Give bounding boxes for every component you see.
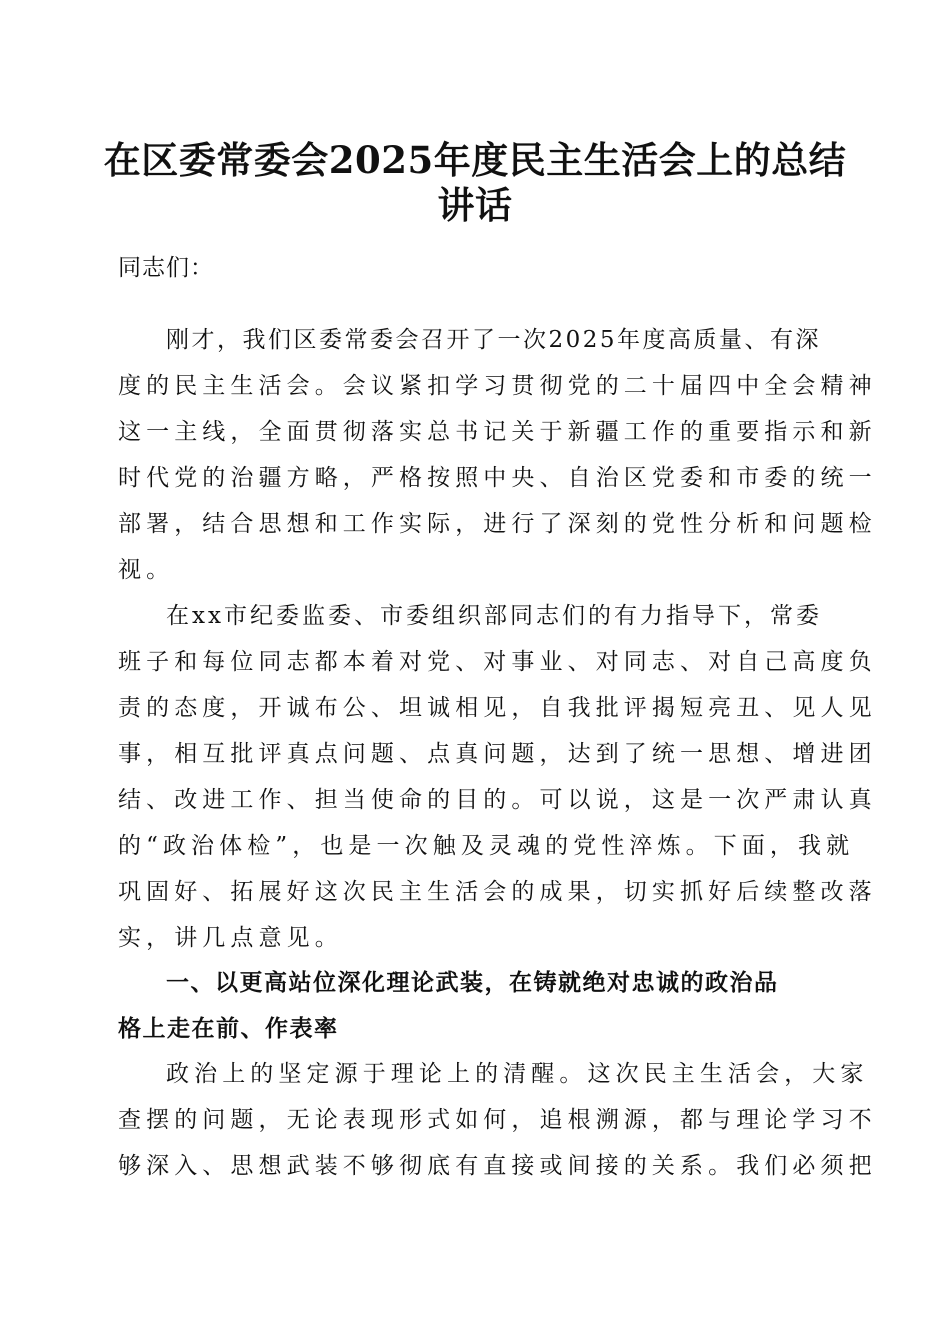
text-line: 刚才，我们区委常委会召开了一次2025年度高质量、有深 [166, 327, 822, 353]
text-line: 够深入、思想武装不够彻底有直接或间接的关系。我们必须把 [118, 1153, 877, 1179]
salutation: 同志们： [118, 255, 214, 281]
text-line: 度的民主生活会。会议紧扣学习贯彻党的二十届四中全会精神 [118, 373, 877, 399]
text-line: 在xx市纪委监委、市委组织部同志们的有力指导下，常委 [166, 603, 822, 629]
section-heading-line-2: 格上走在前、作表率 [118, 1016, 339, 1042]
text-line: 这一主线，全面贯彻落实总书记关于新疆工作的重要指示和新 [118, 419, 877, 445]
text-line: 视。 [118, 557, 175, 583]
text-line: 的“政治体检”，也是一次触及灵魂的党性淬炼。下面，我就 [118, 833, 855, 859]
text-line: 班子和每位同志都本着对党、对事业、对同志、对自己高度负 [118, 649, 877, 675]
text-line: 查摆的问题，无论表现形式如何，追根溯源，都与理论学习不 [118, 1107, 877, 1133]
text-line: 实，讲几点意见。 [118, 925, 343, 951]
section-heading-line-1: 一、以更高站位深化理论武装，在铸就绝对忠诚的政治品 [166, 970, 779, 996]
text-line: 事，相互批评真点问题、点真问题，达到了统一思想、增进团 [118, 741, 877, 767]
text-line: 巩固好、拓展好这次民主生活会的成果，切实抓好后续整改落 [118, 879, 877, 905]
text-line: 部署，结合思想和工作实际，进行了深刻的党性分析和问题检 [118, 511, 877, 537]
document-title-line-1: 在区委常委会2025年度民主生活会上的总结 [103, 138, 847, 182]
text-line: 结、改进工作、担当使命的目的。可以说，这是一次严肃认真 [118, 787, 877, 813]
document-title-line-2: 讲话 [437, 183, 513, 227]
text-line: 政治上的坚定源于理论上的清醒。这次民主生活会，大家 [166, 1061, 869, 1087]
text-line: 时代党的治疆方略，严格按照中央、自治区党委和市委的统一 [118, 465, 877, 491]
text-line: 责的态度，开诚布公、坦诚相见，自我批评揭短亮丑、见人见 [118, 695, 877, 721]
